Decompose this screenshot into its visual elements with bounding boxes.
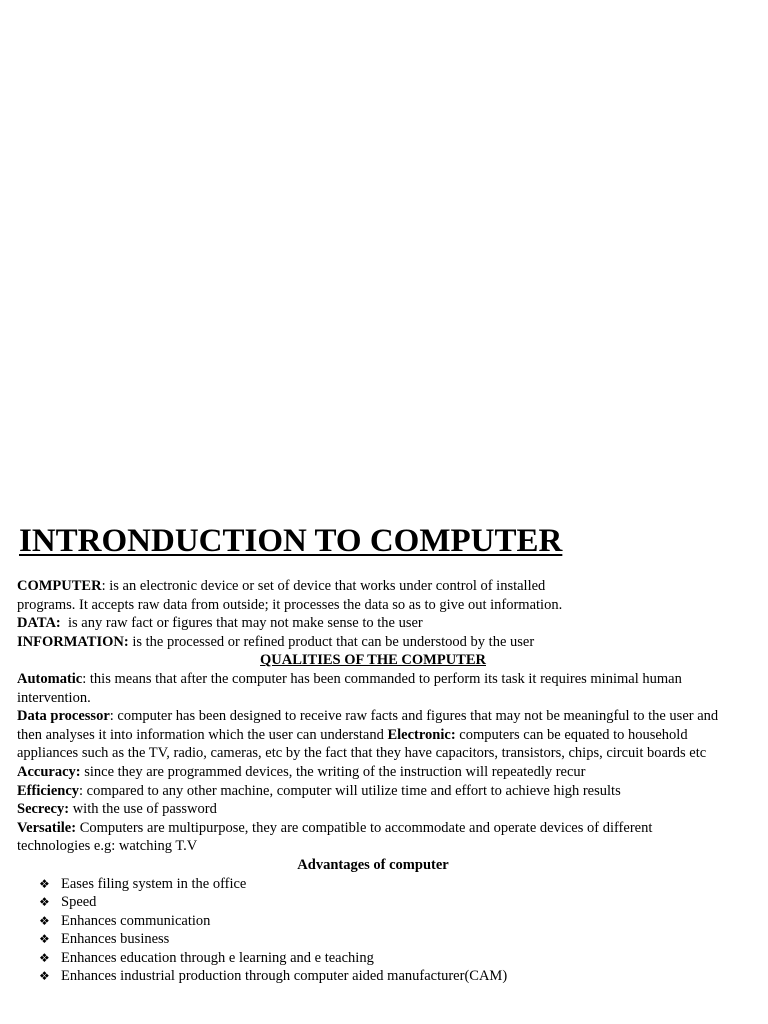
list-item bbox=[39, 930, 729, 949]
term-versatile: Versatile: bbox=[17, 819, 77, 836]
term-electronic: Electronic: bbox=[387, 726, 456, 743]
term-accuracy: Accuracy: bbox=[17, 763, 81, 780]
text-data-processor: : computer has been designed to receive raw facts and figures that may not be meaningful to the user and then analyses it into information which the user can understand bbox=[17, 708, 719, 743]
list-item-text: Enhances industrial production through computer aided manufacturer(CAM) bbox=[61, 968, 508, 985]
advantages-heading: Advantages of computer bbox=[297, 856, 449, 873]
qualities-heading: QUALITIES OF THE COMPUTER bbox=[260, 652, 486, 669]
list-item bbox=[39, 967, 729, 986]
list-item bbox=[39, 949, 729, 968]
list-item bbox=[39, 875, 729, 894]
diamond-bullet-icon: ❖ bbox=[39, 876, 50, 891]
page-title: INTRONDUCTION TO COMPUTER bbox=[19, 523, 563, 559]
text-data: is any raw fact or figures that may not make sense to the user bbox=[60, 615, 423, 632]
definition-computer bbox=[17, 577, 587, 614]
list-item-text: Enhances business bbox=[61, 931, 170, 948]
quality-data-processor bbox=[17, 707, 723, 763]
quality-efficiency bbox=[17, 782, 723, 801]
advantages-list bbox=[17, 875, 729, 987]
text-information: is the processed or refined product that can be understood by the user bbox=[128, 633, 535, 650]
diamond-bullet-icon: ❖ bbox=[39, 895, 50, 910]
text-accuracy: since they are programmed devices, the writing of the instruction will repeatedly recur bbox=[80, 763, 586, 780]
quality-versatile bbox=[17, 819, 723, 856]
text-versatile: Computers are multipurpose, they are compatible to accommodate and operate devices of different technologies e.g: watching T.V bbox=[17, 819, 653, 855]
definition-information bbox=[17, 633, 729, 652]
text-computer: : is an electronic device or set of device that works under control of installed programs. It accepts raw data from outside; it processes the data so as to give out information. bbox=[17, 578, 563, 613]
definition-data bbox=[17, 614, 729, 633]
list-item-text: Enhances communication bbox=[61, 912, 211, 929]
document-body bbox=[17, 577, 729, 986]
text-secrecy: with the use of password bbox=[69, 801, 217, 818]
list-item-text: Speed bbox=[61, 894, 97, 911]
quality-automatic bbox=[17, 670, 723, 707]
diamond-bullet-icon: ❖ bbox=[39, 969, 50, 984]
list-item-text: Eases filing system in the office bbox=[61, 875, 247, 892]
list-item bbox=[39, 893, 729, 912]
term-automatic: Automatic bbox=[17, 670, 83, 687]
quality-secrecy bbox=[17, 800, 723, 819]
term-efficiency: Efficiency bbox=[17, 782, 80, 799]
list-item-text: Enhances education through e learning and e teaching bbox=[61, 949, 374, 966]
quality-accuracy bbox=[17, 763, 723, 782]
diamond-bullet-icon: ❖ bbox=[39, 950, 50, 965]
text-automatic: : this means that after the computer has been commanded to perform its task it requires minimal human intervention. bbox=[17, 670, 682, 706]
term-computer: COMPUTER bbox=[17, 578, 102, 594]
term-information: INFORMATION: bbox=[17, 633, 129, 650]
diamond-bullet-icon: ❖ bbox=[39, 913, 50, 928]
text-electronic: computers can be equated to household appliances such as the TV, radio, cameras, etc by the fact that they have capacitors, transistors, chips, circuit boards etc bbox=[17, 726, 707, 762]
diamond-bullet-icon: ❖ bbox=[39, 932, 50, 947]
term-data: DATA: bbox=[17, 615, 61, 632]
text-efficiency: : compared to any other machine, computer will utilize time and effort to achieve high results bbox=[79, 782, 621, 799]
term-data-processor: Data processor bbox=[17, 708, 110, 725]
list-item bbox=[39, 912, 729, 931]
term-secrecy: Secrecy: bbox=[17, 801, 70, 818]
